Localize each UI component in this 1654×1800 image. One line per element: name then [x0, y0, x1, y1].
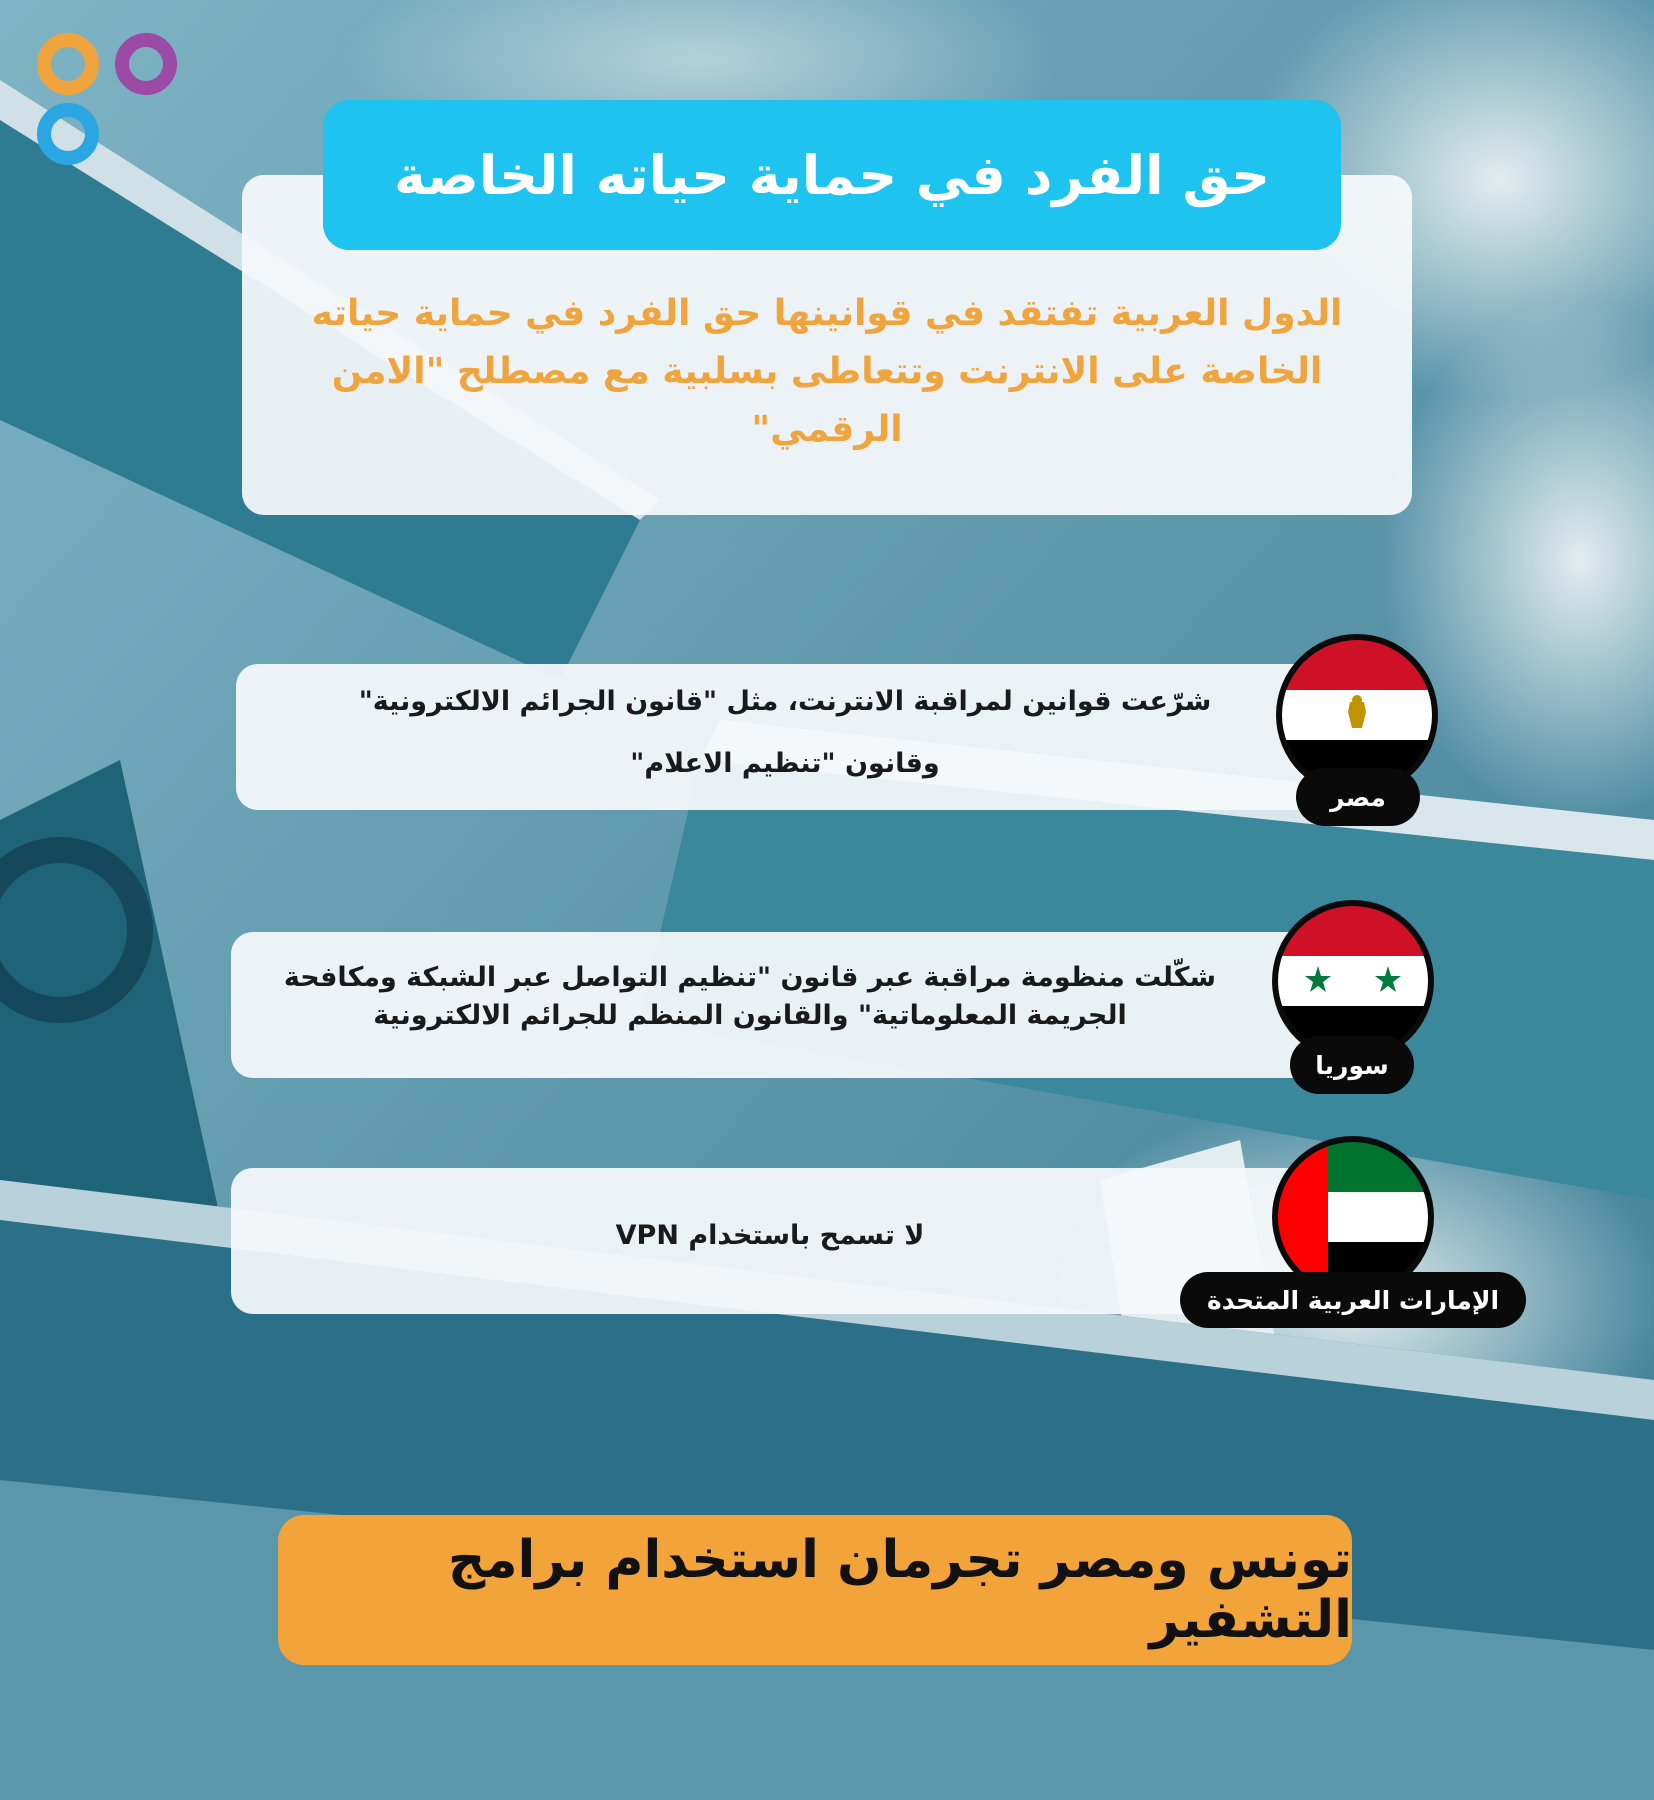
country-label-egypt: مصر: [1296, 768, 1420, 826]
uae-text-line-1: لا تسمح باستخدام VPN: [615, 1220, 925, 1251]
egypt-text-line-2: وقانون "تنظيم الاعلام": [630, 748, 940, 779]
syria-flag-icon: [1278, 906, 1428, 1056]
egypt-text-line-1: شرّعت قوانين لمراقبة الانترنت، مثل "قانون الجرائم الالكترونية": [358, 686, 1212, 717]
uae-flag-icon: [1278, 1142, 1428, 1292]
syria-text-line-1: شكّلت منظومة مراقبة عبر قانون "تنظيم التواصل عبر الشبكة ومكافحة: [283, 962, 1217, 993]
country-label-syria: سوريا: [1290, 1036, 1414, 1094]
syria-text-line-2: الجريمة المعلوماتية" والقانون المنظم للجرائم الالكترونية: [373, 1000, 1127, 1031]
page-title: حق الفرد في حماية حياته الخاصة: [323, 100, 1341, 250]
country-label-uae: الإمارات العربية المتحدة: [1180, 1272, 1526, 1328]
footer-banner: تونس ومصر تجرمان استخدام برامج التشفير: [278, 1515, 1352, 1665]
brand-logo-icon: [34, 30, 184, 170]
intro-text: الدول العربية تفتقد في قوانينها حق الفرد في حماية حياته الخاصة على الانترنت وتتعاطى بسلبية مع مصطلح "الامن الرقمي": [311, 293, 1343, 450]
